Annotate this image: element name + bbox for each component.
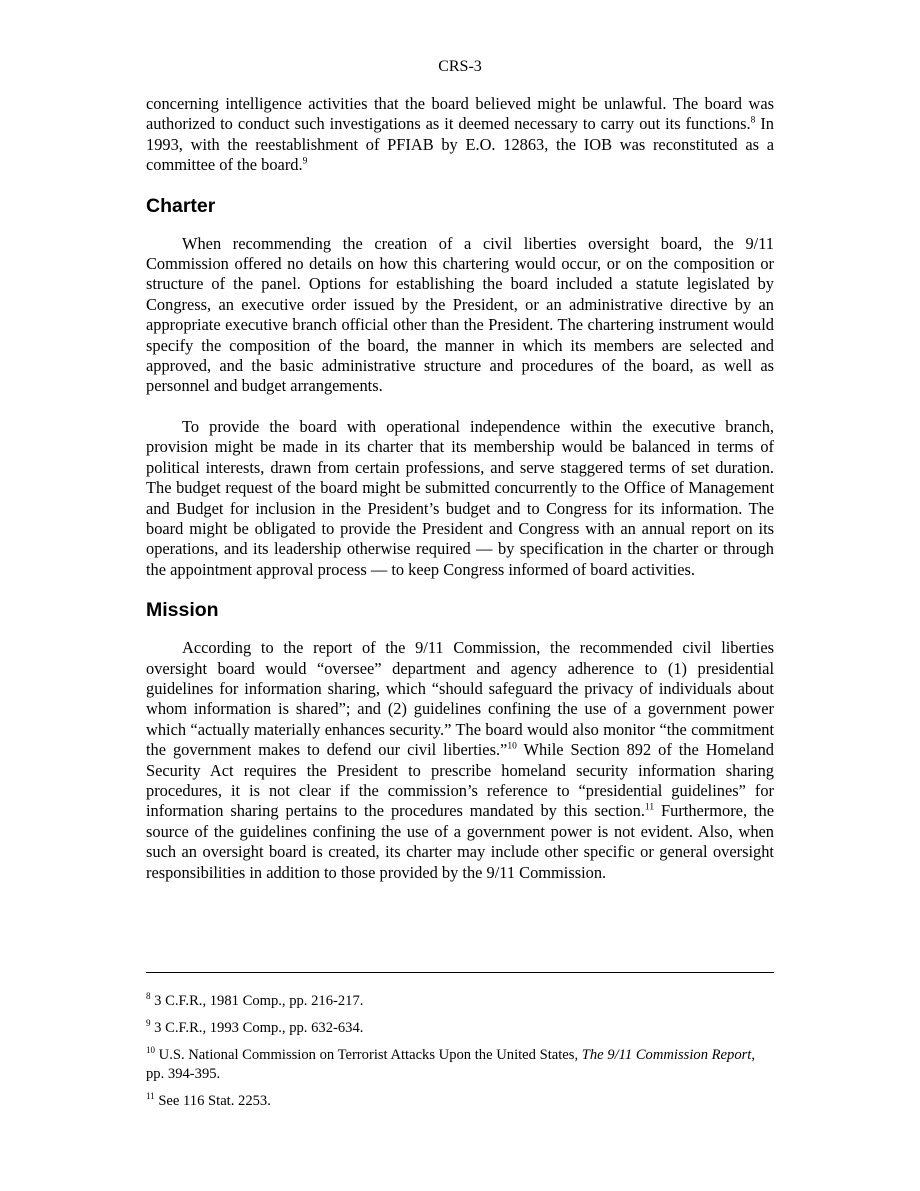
- main-content: [146, 94, 774, 883]
- footnotes: [146, 992, 774, 1119]
- footnote-ref-11[interactable]: 11: [644, 802, 655, 813]
- footnote-8: [146, 992, 774, 1011]
- footnote-11: [146, 1092, 774, 1111]
- footnote-number: 10: [146, 1045, 155, 1056]
- intro-text-1: concerning intelligence activities that the board believed might be unlawful. The board was authorized to conduct such investigations as it deemed necessary to carry out its functions.: [146, 94, 774, 134]
- mission-paragraph: [146, 638, 774, 883]
- footnote-text: 3 C.F.R., 1993 Comp., pp. 632-634.: [150, 1020, 364, 1036]
- mission-text-2: While Section 892 of the Homeland Security Act requires the President to prescribe homeland security information sharing procedures, it is not clear if the commission’s reference to “presidential guidelines” for information sharing pertains to the procedures mandated by this section.: [146, 740, 774, 821]
- footnote-number: 11: [146, 1091, 155, 1102]
- page-header: [0, 57, 920, 77]
- footnote-report-title: The 9/11 Commission Report: [581, 1047, 752, 1063]
- footnote-10: [146, 1046, 774, 1084]
- mission-text-1: According to the report of the 9/11 Commission, the recommended civil liberties oversight board would “oversee” department and agency adherence to (1) presidential guidelines for information sharing, which “should safeguard the privacy of individuals about whom information is shared”; and (2) guidelines confining the use of a government power which “actually materially enhances security.” The board would also monitor “the commitment the government makes to defend our civil liberties.”: [146, 638, 774, 760]
- page-number-label: CRS-3: [438, 58, 482, 75]
- charter-paragraph-2: To provide the board with operational independence within the executive branch, provision might be made in its charter that its membership would be balanced in terms of political interests, drawn from certain professions, and serve staggered terms of set duration. The budget request of the board might be submitted concurrently to the Office of Management and Budget for inclusion in the President’s budget and to Congress for its information. The board might be obligated to provide the President and Congress with an annual report on its operations, and its leadership otherwise required — by specification in the charter or through the appointment approval process — to keep Congress informed of board activities.: [146, 416, 774, 579]
- charter-heading: Charter: [146, 194, 216, 217]
- footnote-number: 8: [146, 991, 151, 1002]
- charter-paragraph-1: When recommending the creation of a civil liberties oversight board, the 9/11 Commission offered no details on how this chartering would occur, or on the composition or structure of the panel. Options for establishing the board included a statute legislated by Congress, an executive order issued by the President, or an administrative directive by an appropriate executive branch official other than the President. The chartering instrument would specify the composition of the board, the manner in which its members are selected and approved, and the basic administrative structure and procedures of the board, as well as personnel and budget arrangements.: [146, 233, 774, 396]
- intro-paragraph: [146, 94, 774, 176]
- footnote-divider: [146, 972, 774, 973]
- footnote-text: 3 C.F.R., 1981 Comp., pp. 216-217.: [150, 993, 364, 1009]
- footnote-ref-8[interactable]: 8: [750, 115, 756, 126]
- mission-heading: Mission: [146, 599, 219, 622]
- footnote-9: [146, 1019, 774, 1038]
- footnote-ref-10[interactable]: 10: [507, 741, 517, 752]
- mission-text-3: Furthermore, the source of the guidelines confining the use of a government power is not evident. Also, when such an oversight board is created, its charter may include other specific or general oversight responsibilities in addition to those provided by the 9/11 Commission.: [146, 801, 774, 882]
- footnote-text-after: , pp. 394-395.: [146, 1047, 756, 1082]
- intro-text-2: In 1993, with the reestablishment of PFIAB by E.O. 12863, the IOB was reconstituted as a committee of the board.: [146, 114, 774, 175]
- footnote-number: 9: [146, 1018, 151, 1029]
- footnote-text: See 116 Stat. 2253.: [154, 1093, 271, 1109]
- footnote-text: U.S. National Commission on Terrorist Attacks Upon the United States,: [155, 1047, 582, 1063]
- footnote-ref-9[interactable]: 9: [302, 156, 308, 167]
